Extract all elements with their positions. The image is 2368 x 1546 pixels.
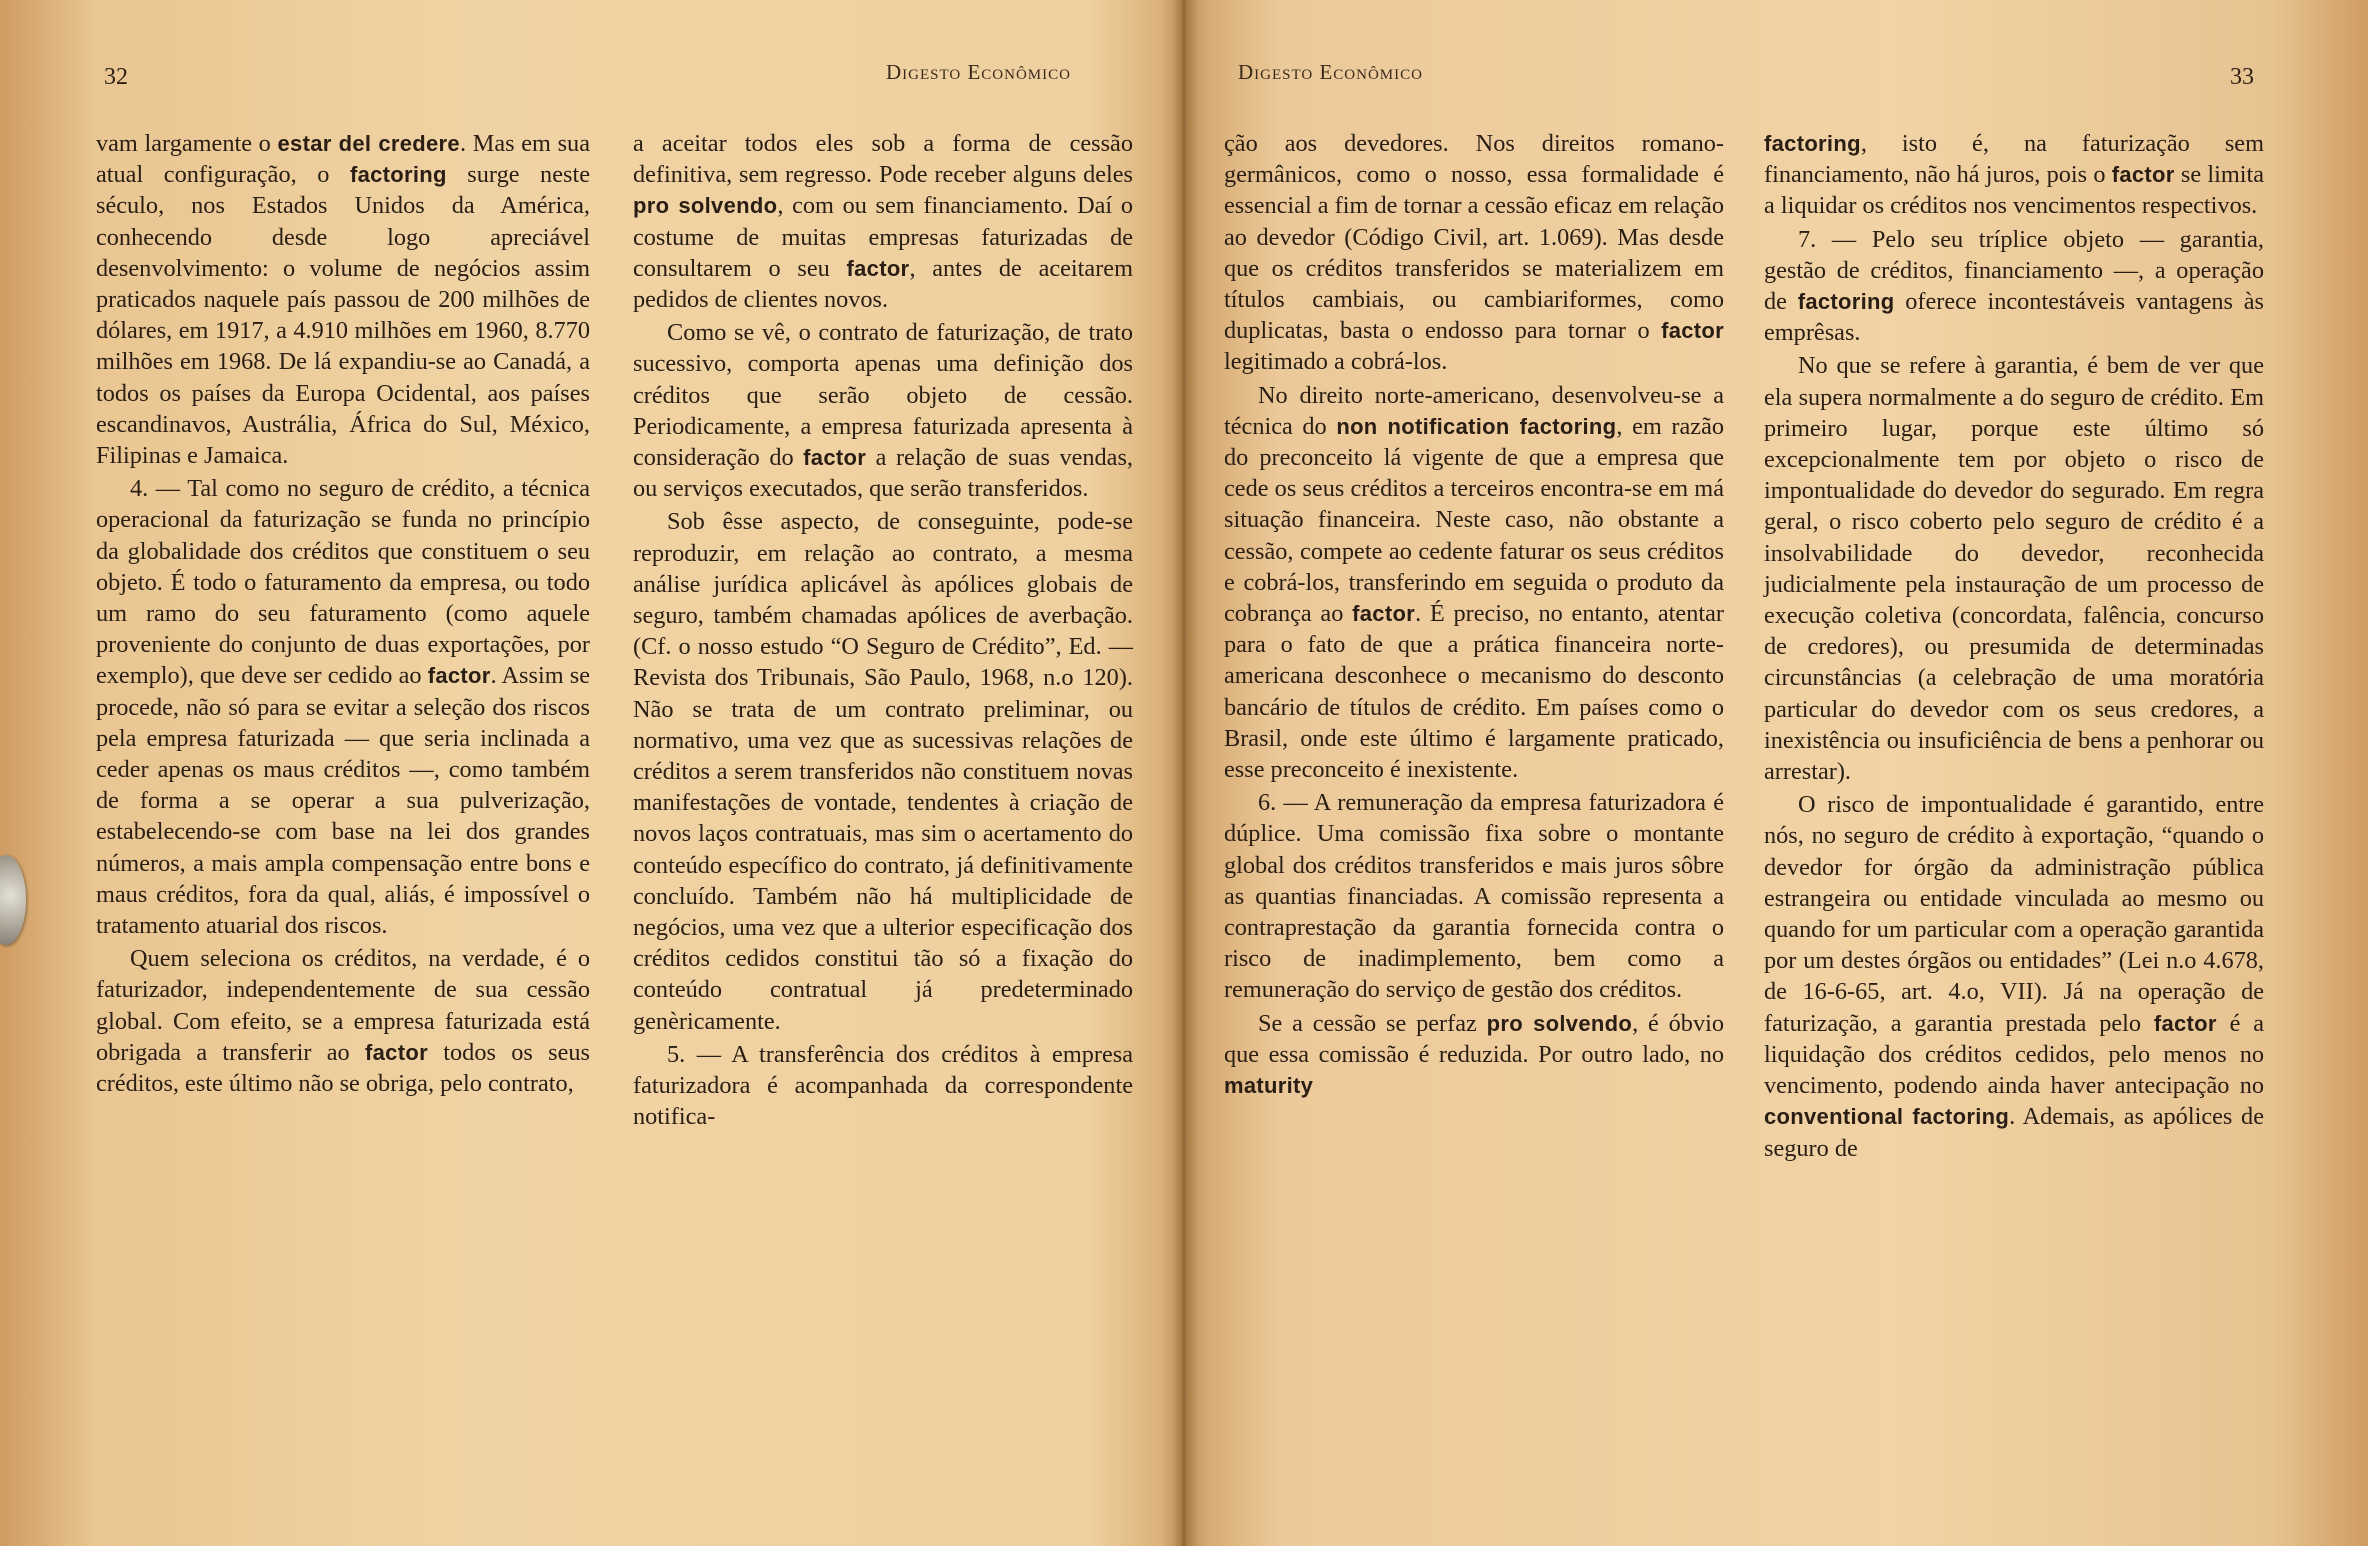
- text-column: [633, 128, 1133, 1133]
- paragraph: 5. — A transferência dos créditos à empresa faturizadora é acompanhada da correspondente notifica-: [633, 1040, 1133, 1131]
- paragraph: No que se refere à garantia, é bem de ver que ela supera normalmente a do seguro de crédito. Em primeiro lugar, porque este último só excepcionalmente tem por objeto o risco de impontualidade do devedor do segurado. Em regra geral, o risco coberto pelo seguro de crédito é a insolvabilidade do devedor, reconhecida judicialmente pela instauração de um processo de execução coletiva (concordata, falência, concurso de credores), ou presumida de determinadas circunstâncias (a celebração de uma moratória particular do devedor com os seus credores, a inexistência ou insuficiência de bens a penhorar ou arrestar).: [1764, 352, 2264, 786]
- paragraph: vam largamente o estar del credere. Mas em sua atual configuração, o factoring surge neste século, nos Estados Unidos da América, conhecendo desde logo apreciável desenvolvimento: o volume de negócios assim praticados naquele país passou de 200 milhões de dólares, em 1917, a 4.910 milhões em 1960, 8.770 milhões em 1968. De lá expandiu-se ao Canadá, a todos os países da Europa Ocidental, aos países escandinavos, Austrália, África do Sul, México, Filipinas e Jamaica.: [96, 130, 590, 470]
- text-column: [1224, 128, 1724, 1101]
- paragraph: Como se vê, o contrato de faturização, de trato sucessivo, comporta apenas uma definição dos créditos que serão objeto de cessão. Periodicamente, a empresa faturizada apresenta à consideração do factor a relação de suas vendas, ou serviços executados, que serão transferidos.: [633, 319, 1133, 503]
- paragraph: 6. — A remuneração da empresa faturizadora é dúplice. Uma comissão fixa sobre o montante global dos créditos transferidos e mais juros sôbre as quantias financiadas. A comissão representa a contraprestação da garantia fornecida contra o risco de inadimplemento, bem como a remuneração do serviço de gestão dos créditos.: [1224, 789, 1724, 1004]
- text-column: [1764, 128, 2264, 1164]
- text-column: [96, 128, 590, 1099]
- page-number: 33: [2230, 64, 2254, 90]
- running-head: Digesto Econômico: [1238, 60, 1423, 84]
- paragraph: Quem seleciona os créditos, na verdade, é o faturizador, independentemente de sua cessão global. Com efeito, se a empresa faturizada está obrigada a transferir ao factor todos os seus créditos, este último não se obriga, pelo contrato,: [96, 945, 590, 1098]
- paragraph: Sob êsse aspecto, de conseguinte, pode-se reproduzir, em relação ao contrato, a mesma análise jurídica aplicável às apólices globais de seguro, também chamadas apólices de averbação. (Cf. o nosso estudo “O Seguro de Crédito”, Ed. — Revista dos Tribunais, São Paulo, 1968, n.o 120). Não se trata de um contrato preliminar, ou normativo, uma vez que as sucessivas relações de créditos a serem transferidos não constituem novas manifestações de vontade, tendentes à criação de novos laços contratuais, mas sim o acertamento do conteúdo específico do contrato, já definitivamente concluído. Também não há multiplicidade de negócios, uma vez que a ulterior especificação dos créditos cedidos constitui tão só a fixação do conteúdo contratual já predeterminado genèricamente.: [633, 508, 1133, 1035]
- page-number: 32: [104, 64, 128, 90]
- paragraph: 4. — Tal como no seguro de crédito, a técnica operacional da faturização se funda no princípio da globalidade dos créditos que constituem o seu objeto. É todo o faturamento da empresa, ou todo um ramo do seu faturamento (como aquele proveniente do conjunto de duas exportações, por exemplo), que deve ser cedido ao factor. Assim se procede, não só para se evitar a seleção dos riscos pela empresa faturizada — que seria inclinada a ceder apenas os maus créditos —, como também de forma a se operar a sua pulverização, estabelecendo-se com base na lei dos grandes números, a mais ampla compensação entre bons e maus créditos, fora da qual, aliás, é impossível o tratamento atuarial dos riscos.: [96, 475, 590, 940]
- right-page: [1184, 0, 2368, 1546]
- book-spine: [1160, 0, 1208, 1546]
- paragraph: No direito norte-americano, desenvolveu-se a técnica do non notification factoring, em razão do preconceito lá vigente de que a empresa que cede os seus créditos a terceiros encontra-se em má situação financeira. Neste caso, não obstante a cessão, compete ao cedente faturar os seus créditos e cobrá-los, transferindo em seguida o produto da cobrança ao factor. É preciso, no entanto, atentar para o fato de que a prática financeira norte-americana desconhece o mecanismo do desconto bancário de títulos de crédito. Em países como o Brasil, onde este último é largamente praticado, esse preconceito é inexistente.: [1224, 381, 1725, 784]
- paragraph: Se a cessão se perfaz pro solvendo, é óbvio que essa comissão é reduzida. Por outro lado, no maturity: [1224, 1009, 1724, 1099]
- paragraph: ção aos devedores. Nos direitos romano-germânicos, como o nosso, essa formalidade é essencial a fim de tornar a cessão eficaz em relação ao devedor (Código Civil, art. 1.069). Mas desde que os créditos transferidos se materializem em títulos cambiais, ou cambiariformes, como duplicatas, basta o endosso para tornar o factor legitimado a cobrá-los.: [1224, 130, 1724, 376]
- running-head: Digesto Econômico: [886, 60, 1071, 84]
- paragraph: O risco de impontualidade é garantido, entre nós, no seguro de crédito à exportação, “quando o devedor for órgão da administração pública estrangeira ou entidade vinculada ao mesmo ou quando for um particular com a operação garantida por um destes órgãos ou entidades” (Lei n.o 4.678, de 16-6-65, art. 4.o, VII). Já na operação de faturização, a garantia prestada pelo factor é a liquidação dos créditos cedidos, pelo menos no vencimento, podendo ainda haver antecipação no conventional factoring. Ademais, as apólices de seguro de: [1764, 791, 2264, 1162]
- paragraph: factoring, isto é, na faturização sem financiamento, não há juros, pois o factor se limita a liquidar os créditos nos vencimentos respectivos.: [1764, 130, 2265, 220]
- paragraph: 7. — Pelo seu tríplice objeto — garantia, gestão de créditos, financiamento —, a operação de factoring oferece incontestáveis vantagens às emprêsas.: [1764, 225, 2264, 347]
- paragraph: a aceitar todos eles sob a forma de cessão definitiva, sem regresso. Pode receber alguns deles pro solvendo, com ou sem financiamento. Daí o costume de muitas empresas faturizadas de consultarem o seu factor, antes de aceitarem pedidos de clientes novos.: [633, 130, 1133, 314]
